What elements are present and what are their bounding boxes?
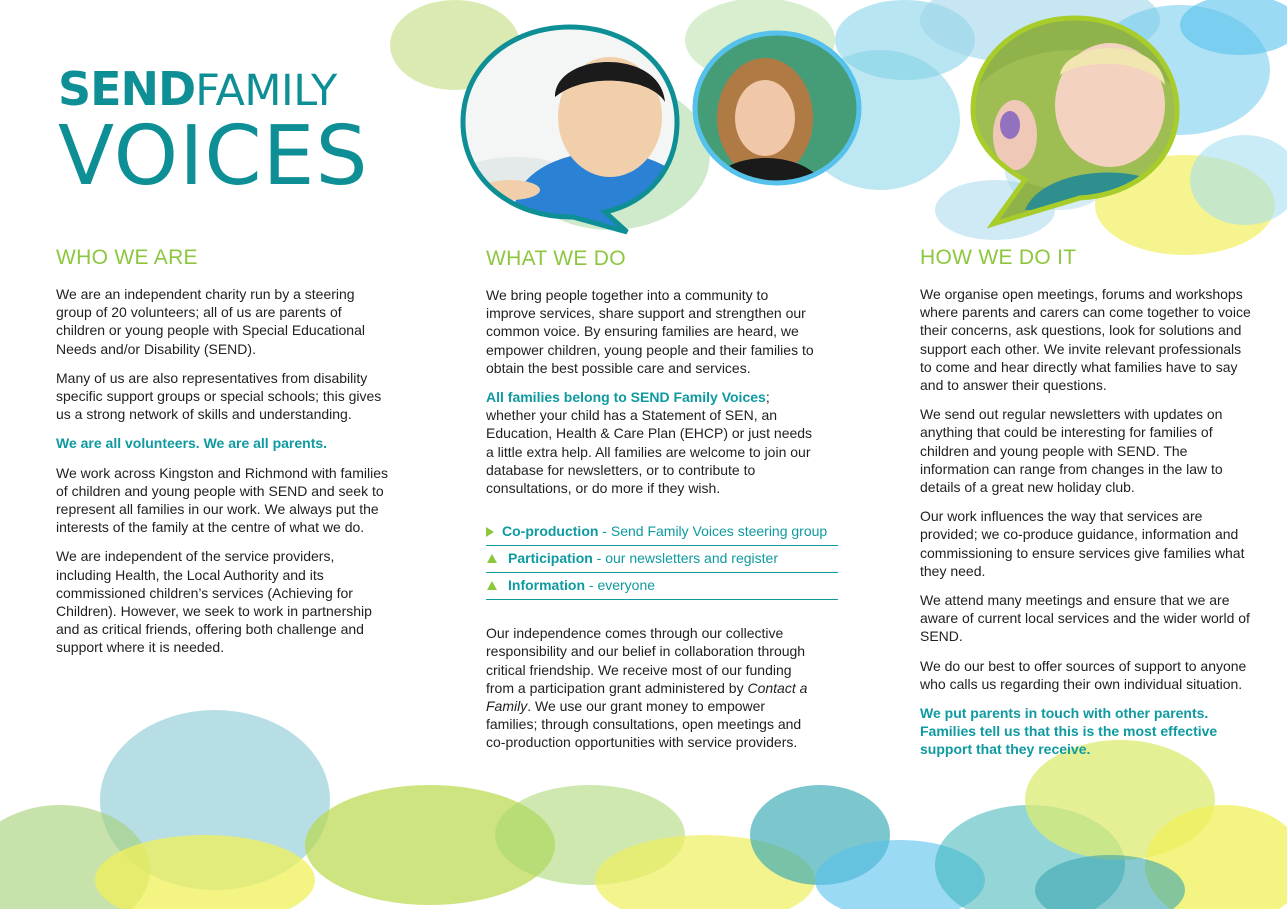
who-paragraph-2: Many of us are also representatives from disability specific support groups or special schools; this gives us a strong network of skills and understanding. [56, 369, 382, 423]
what-paragraph-3 [486, 624, 816, 751]
boy-photo [455, 22, 685, 237]
who-paragraph-4: We work across Kingston and Richmond with families of children and young people with SEND and seek to represent all families in our work. We always put the interests of the family at the centre of what we do. [56, 464, 388, 536]
what-highlight: All families belong to SEND Family Voices [486, 389, 766, 406]
list-item-title: Co-production [502, 523, 599, 540]
what-we-do-section [486, 246, 828, 763]
how-paragraph-4: We attend many meetings and ensure that we are aware of current local services and the wider world of SEND. [920, 592, 1250, 645]
list-item-desc: - Send Family Voices steering group [598, 523, 828, 540]
list-item [486, 546, 838, 573]
child-photo [965, 10, 1185, 230]
list-item-title: Participation [508, 550, 593, 567]
list-item-desc: - everyone [585, 577, 656, 594]
logo-family: FAMILY [195, 66, 337, 116]
how-paragraph-2: We send out regular newsletters with updates on anything that could be interesting for families of children and young people with SEND. The information can range from changes in the law to details of a great new holiday club. [920, 406, 1223, 496]
how-paragraph-3: Our work influences the way that services are provided; we co-produce guidance, information and commissioning to ensure services give families what they need. [920, 508, 1245, 579]
contact-a-family-text: Contact a Family [486, 679, 808, 715]
how-we-do-it-section [920, 245, 1252, 770]
list-item-desc: - our newsletters and register [592, 550, 778, 567]
who-paragraph-1: We are an independent charity run by a steering group of 20 volunteers; all of us are parents of children or young people with Special Educational Needs and/or Disability (SEND). [56, 286, 365, 357]
how-heading: HOW WE DO IT [920, 246, 1077, 269]
logo [58, 62, 369, 204]
who-highlight: We are all volunteers. We are all parents. [56, 435, 328, 452]
what-paragraph-3-a: Our independence comes through our collective responsibility and our belief in collaboration through critical friendship. We receive most of our funding from a participation grant administered by [486, 625, 806, 696]
what-paragraph-2-rest: ; whether your child has a Statement of SEN, an Education, Health & Care Plan (EHCP) or just needs a little extra help. All families are welcome to join our database for newsletters, or to contribute to consultations, or do more if they wish. [486, 389, 813, 497]
logo-voices: VOICES [58, 109, 369, 204]
what-paragraph-2 [486, 388, 816, 497]
what-heading: WHAT WE DO [486, 247, 626, 270]
how-paragraph-5: We do our best to offer sources of support to anyone who calls us regarding their own individual situation. [920, 657, 1247, 692]
triangle-up-icon [487, 554, 497, 563]
list-item [486, 573, 838, 600]
list-item [486, 519, 838, 546]
logo-send: SEND [58, 62, 196, 116]
who-we-are-section [56, 245, 388, 668]
participation-list [486, 519, 838, 600]
list-item-title: Information [508, 577, 585, 594]
what-paragraph-3-b: . We use our grant money to empower families; through consultations, open meetings and co-production opportunities with service providers. [486, 698, 802, 751]
teenager-photo [690, 28, 865, 188]
how-highlight: We put parents in touch with other parents. Families tell us that this is the most effective support that they receive. [920, 705, 1218, 758]
who-paragraph-5: We are independent of the service providers, including Health, the Local Authority and its commissioned children’s services (Achieving for Children). However, we seek to work in partnership and as critical friends, offering both challenge and support where it is needed. [56, 548, 372, 656]
how-paragraph-1: We organise open meetings, forums and workshops where parents and carers can come together to voice their concerns, ask questions, look for solutions and support each other. We invite relevant professionals to come and hear directly what families have to say and to answer their questions. [920, 286, 1251, 394]
what-paragraph-1: We bring people together into a community to improve services, share support and strengthen our common voice. By ensuring families are heard, we empower children, young people and their families to obtain the best possible care and services. [486, 287, 814, 376]
triangle-right-icon [486, 527, 494, 537]
triangle-up-icon [487, 581, 497, 590]
who-heading: WHO WE ARE [56, 246, 198, 269]
